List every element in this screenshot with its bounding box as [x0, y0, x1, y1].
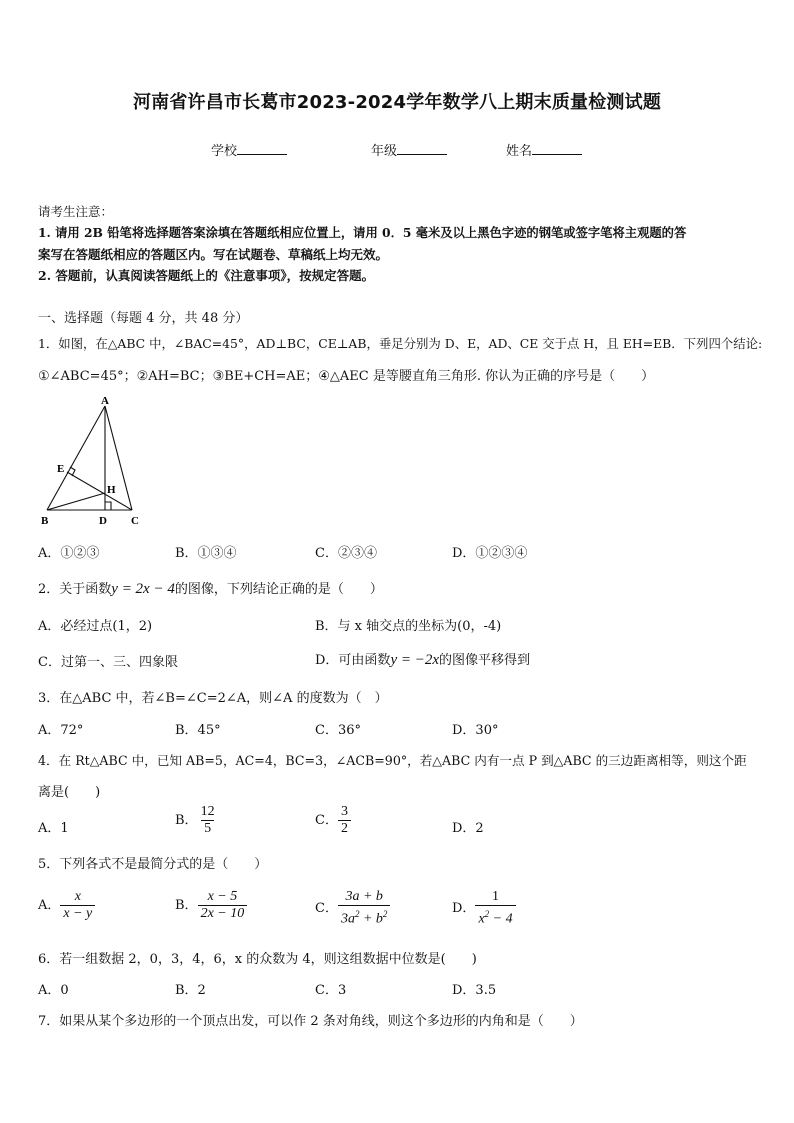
q6-option-d: D．3.5 — [452, 983, 497, 998]
q4-option-c-label: C． — [315, 813, 338, 828]
grade-blank — [397, 142, 447, 155]
denominator-tail: + b — [359, 911, 383, 927]
fraction-numerator: 12 — [200, 804, 215, 819]
q4-option-c-fraction — [338, 804, 351, 837]
section-heading: 一、选择题（每题 4 分，共 48 分） — [38, 311, 249, 326]
q5-option-d — [452, 889, 516, 928]
q2-option-a: A．必经过点(1，2) — [38, 619, 153, 634]
figure-label-b: B — [41, 515, 49, 527]
q1-option-a: A．①②③ — [38, 546, 100, 561]
q4-option-b — [175, 804, 218, 837]
q2-option-b: B．与 x 轴交点的坐标为(0，-4) — [315, 619, 502, 634]
page-title: 河南省许昌市长葛市2023-2024学年数学八上期末质量检测试题 — [132, 92, 662, 113]
q4-stem-line2: 离是( ) — [38, 785, 101, 800]
q1-triangle-figure — [38, 392, 148, 532]
fraction-denominator: x − y — [60, 905, 95, 922]
q3-option-c: C．36° — [315, 723, 361, 738]
grade-label: 年级 — [371, 144, 398, 159]
q6-stem: 6．若一组数据 2，0，3，4，6，x 的众数为 4，则这组数据中位数是( ) — [38, 952, 477, 967]
q5-option-c-label: C． — [315, 900, 338, 916]
notice-item1-line2: 案写在答题纸相应的答题区内。写在试题卷、草稿纸上均无效。 — [38, 247, 389, 262]
q4-option-b-fraction — [198, 804, 218, 837]
denominator-exponent-b: 2 — [382, 909, 388, 919]
q2-function: y = 2x − 4 — [111, 581, 175, 597]
q7-stem: 7．如果从某个多边形的一个顶点出发，可以作 2 条对角线，则这个多边形的内角和是（ ） — [38, 1014, 583, 1029]
figure-label-h: H — [107, 484, 116, 496]
figure-label-a: A — [101, 395, 109, 407]
q1-option-d: D．①②③④ — [452, 546, 528, 561]
q2-suffix: 的图像，下列结论正确的是（ ） — [174, 582, 383, 597]
q2-option-d-suffix: 的图像平移得到 — [439, 653, 531, 668]
school-field — [211, 140, 287, 159]
q5-option-b — [175, 889, 247, 922]
denominator-exponent: 2 — [354, 909, 360, 919]
q5-option-c-fraction — [338, 889, 390, 928]
denominator-tail: − 4 — [489, 911, 513, 927]
school-blank — [237, 142, 287, 155]
q5-option-b-fraction — [198, 889, 248, 922]
q5-option-c — [315, 889, 390, 928]
denominator-exponent: 2 — [484, 909, 490, 919]
fraction-denominator: 5 — [201, 820, 214, 837]
fraction-numerator: 1 — [492, 889, 500, 904]
q5-option-a-fraction — [60, 889, 95, 922]
q1-stem-line1: 1．如图，在△ABC 中，∠BAC=45°，AD⊥BC，CE⊥AB，垂足分别为 D、E，AD、CE 交于点 H，且 EH=EB．下列四个结论: — [38, 336, 763, 351]
q4-option-b-label: B． — [175, 813, 198, 828]
q3-option-a: A．72° — [38, 723, 84, 738]
notice-item2: 2. 答题前，认真阅读答题纸上的《注意事项》，按规定答题。 — [38, 268, 375, 283]
q2-option-d-prefix: D．可由函数 — [315, 653, 391, 668]
q4-stem-line1: 4．在 Rt△ABC 中，已知 AB=5，AC=4，BC=3，∠ACB=90°，若△ABC 内有一点 P 到△ABC 的三边距离相等，则这个距 — [38, 753, 747, 768]
q6-option-c: C．3 — [315, 983, 347, 998]
q1-option-c: C．②③④ — [315, 546, 377, 561]
fraction-denominator: 2x − 10 — [198, 905, 248, 922]
q5-stem: 5．下列各式不是最简分式的是（ ） — [38, 857, 268, 872]
fraction-numerator: x − 5 — [207, 889, 238, 904]
school-label: 学校 — [211, 144, 238, 159]
q4-option-c — [315, 804, 351, 837]
q2-option-d — [315, 649, 530, 669]
q2-stem — [38, 578, 383, 598]
q5-option-d-label: D． — [452, 900, 476, 916]
figure-label-c: C — [131, 515, 139, 527]
fraction-denominator — [338, 905, 390, 928]
q4-option-d: D．2 — [452, 821, 484, 836]
denominator-base: 3a — [340, 911, 355, 927]
q2-option-d-function: y = −2x — [390, 652, 439, 668]
fraction-numerator: 3 — [340, 804, 348, 819]
q3-option-b: B．45° — [175, 723, 221, 738]
q5-option-a — [38, 889, 95, 922]
q5-option-a-label: A． — [38, 898, 61, 913]
q3-option-d: D．30° — [452, 723, 499, 738]
q6-option-a: A．0 — [38, 983, 69, 998]
fraction-numerator: 3a + b — [345, 889, 383, 904]
q5-option-b-label: B． — [175, 898, 198, 913]
figure-label-e: E — [57, 463, 65, 475]
denominator-base: x — [478, 911, 485, 927]
q6-option-b: B．2 — [175, 983, 206, 998]
q2-option-c: C．过第一、三、四象限 — [38, 655, 178, 670]
q4-option-a: A．1 — [38, 821, 69, 836]
name-field — [506, 140, 582, 159]
notice-heading: 请考生注意： — [38, 204, 114, 219]
q5-option-d-fraction — [475, 889, 515, 928]
q3-stem: 3．在△ABC 中，若∠B=∠C=2∠A，则∠A 的度数为（ ） — [38, 691, 388, 706]
q1-option-b: B．①③④ — [175, 546, 237, 561]
q1-stem-line2: ①∠ABC=45°；②AH=BC；③BE+CH=AE；④△AEC 是等腰直角三角形. 你认为正确的序号是（ ） — [38, 369, 655, 384]
name-blank — [532, 142, 582, 155]
figure-label-d: D — [99, 515, 107, 527]
notice-item1-line1: 1. 请用 2B 铅笔将选择题答案涂填在答题纸相应位置上，请用 0．5 毫米及以上黑色字迹的钢笔或签字笔将主观题的答 — [38, 225, 687, 240]
fraction-denominator: 2 — [338, 820, 351, 837]
q2-prefix: 2．关于函数 — [38, 582, 112, 597]
name-label: 姓名 — [506, 144, 533, 159]
fraction-numerator: x — [74, 889, 81, 904]
fraction-denominator — [475, 905, 515, 928]
grade-field — [371, 140, 447, 159]
